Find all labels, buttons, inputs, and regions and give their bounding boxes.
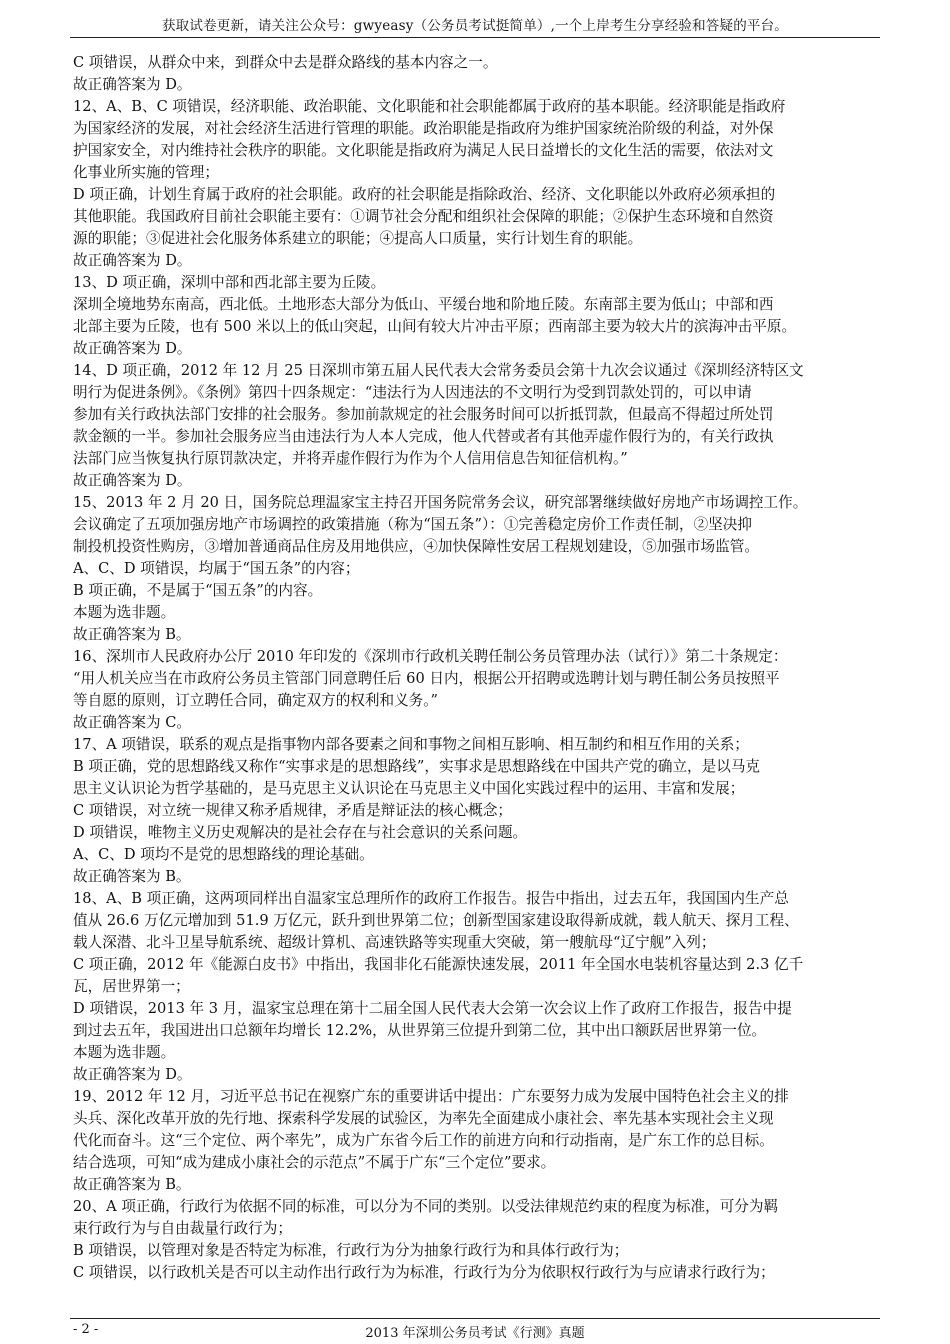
text-line: 其他职能。我国政府目前社会职能主要有：①调节社会分配和组织社会保障的职能；②保护生态环境和自然资 <box>73 208 774 225</box>
text-line: 17、A 项错误，联系的观点是指事物内部各要素之间和事物之间相互影响、相互制约和相互作用的关系； <box>73 736 749 753</box>
text-line: C 项错误，对立统一规律又称矛盾规律，矛盾是辩证法的核心概念； <box>73 802 513 819</box>
text-line: 束行政行为与自由裁量行政行为； <box>73 1220 292 1237</box>
document-title: 2013 年深圳公务员考试《行测》真题 <box>365 1326 585 1341</box>
text-line: 故正确答案为 D。 <box>73 340 192 357</box>
text-line: 16、深圳市人民政府办公厅 2010 年印发的《深圳市行政机关聘任制公务员管理办法（试行）》第二十条规定： <box>73 648 788 665</box>
text-line: A、C、D 项均不是党的思想路线的理论基础。 <box>73 846 374 863</box>
text-line: 15、2013 年 2 月 20 日，国务院总理温家宝主持召开国务院常务会议，研究部署继续做好房地产市场调控工作。 <box>73 494 808 511</box>
text-line: 14、D 项正确，2012 年 12 月 25 日深圳市第五届人民代表大会常务委员会第十九次会议通过《深圳经济特区文 <box>73 362 804 379</box>
text-line: 12、A、B、C 项错误，经济职能、政治职能、文化职能和社会职能都属于政府的基本职能。经济职能是指政府 <box>73 98 786 115</box>
text-line: C 项错误，以行政机关是否可以主动作出行政行为为标准，行政行为分为依职权行政行为与应请求行政行为； <box>73 1264 775 1281</box>
text-line: 等自愿的原则，订立聘任合同，确定双方的权利和义务。” <box>73 692 439 709</box>
text-line: 代化而奋斗。这“三个定位、两个率先”，成为广东省今后工作的前进方向和行动指南，是广东工作的总目标。 <box>73 1132 774 1149</box>
text-line: D 项正确，计划生育属于政府的社会职能。政府的社会职能是指除政治、经济、文化职能以外政府必须承担的 <box>73 186 776 203</box>
text-line: 本题为选非题。 <box>73 604 176 621</box>
text-line: 瓦，居世界第一； <box>73 978 190 995</box>
text-line: “用人机关应当在市政府公务员主管部门同意聘任后 60 日内，根据公开招聘或选聘计划与聘任制公务员按照平 <box>73 670 780 687</box>
text-line: 化事业所实施的管理； <box>73 164 219 181</box>
text-line: 故正确答案为 D。 <box>73 1066 192 1083</box>
text-line: 20、A 项正确，行政行为依据不同的标准，可以分为不同的类别。以受法律规范约束的程度为标准，可分为羁 <box>73 1198 779 1215</box>
text-line: 本题为选非题。 <box>73 1044 176 1061</box>
footer-divider <box>70 1318 880 1319</box>
page-header-notice: 获取试卷更新，请关注公众号：gwyeasy（公务员考试挺简单）,一个上岸考生分享经验和答疑的平台。 <box>161 18 788 34</box>
text-line: 款金额的一半。参加社会服务应当由违法行为人本人完成，他人代替或者有其他弄虚作假行为的，有关行政执 <box>73 428 774 445</box>
text-line: 故正确答案为 B。 <box>73 868 191 885</box>
text-line: 值从 26.6 万亿元增加到 51.9 万亿元，跃升到世界第二位；创新型国家建设取得新成就，载人航天、探月工程、 <box>73 912 799 929</box>
text-line: 故正确答案为 D。 <box>73 76 192 93</box>
text-line: 13、D 项正确，深圳中部和西北部主要为丘陵。 <box>73 274 386 291</box>
text-line: 法部门应当恢复执行原罚款决定，并将弄虚作假行为作为个人信用信息告知征信机构。” <box>73 450 628 467</box>
text-line: 故正确答案为 D。 <box>73 252 192 269</box>
text-line: 明行为促进条例》。《条例》第四十四条规定：“违法行为人因违法的不文明行为受到罚款处罚的，可以申请 <box>73 384 752 401</box>
text-line: 深圳全境地势东南高，西北低。土地形态大部分为低山、平缓台地和阶地丘陵。东南部主要为低山；中部和西 <box>73 296 774 313</box>
text-line: 源的职能；③促进社会化服务体系建立的职能；④提高人口质量，实行计划生育的职能。 <box>73 230 643 247</box>
text-line: 故正确答案为 C。 <box>73 714 191 731</box>
header-divider <box>70 37 880 38</box>
text-line: 制投机投资性购房，③增加普通商品住房及用地供应，④加快保障性安居工程规划建设，⑤加强市场监管。 <box>73 538 759 555</box>
text-line: D 项错误，2013 年 3 月，温家宝总理在第十二届全国人民代表大会第一次会议上作了政府工作报告，报告中提 <box>73 1000 792 1017</box>
text-line: 结合选项，可知“成为建成小康社会的示范点”不属于广东“三个定位”要求。 <box>73 1154 556 1171</box>
text-line: B 项错误，以管理对象是否特定为标准，行政行为分为抽象行政行为和具体行政行为； <box>73 1242 629 1259</box>
text-line: B 项正确，党的思想路线又称作“实事求是的思想路线”，实事求是思想路线在中国共产党的确立，是以马克 <box>73 758 761 775</box>
page-number: - 2 - <box>73 1322 99 1337</box>
text-line: 北部主要为丘陵，也有 500 米以上的低山突起，山间有较大片冲击平原；西南部主要为较大片的滨海冲击平原。 <box>73 318 797 335</box>
text-line: B 项正确，不是属于“国五条”的内容。 <box>73 582 323 599</box>
text-line: 载人深潜、北斗卫星导航系统、超级计算机、高速铁路等实现重大突破，第一艘航母“辽宁舰”入列； <box>73 934 716 951</box>
text-line: 到过去五年，我国进出口总额年均增长 12.2%，从世界第三位提升到第二位，其中出口额跃居世界第一位。 <box>73 1022 767 1039</box>
text-line: 思主义认识论为哲学基础的，是马克思主义认识论在马克思主义中国化实践过程中的运用、丰富和发展； <box>73 780 745 797</box>
text-line: D 项错误，唯物主义历史观解决的是社会存在与社会意识的关系问题。 <box>73 824 528 841</box>
text-line: 故正确答案为 D。 <box>73 472 192 489</box>
text-line: 为国家经济的发展，对社会经济生活进行管理的职能。政治职能是指政府为维护国家统治阶级的利益，对外保 <box>73 120 774 137</box>
text-line: 护国家安全，对内维持社会秩序的职能。文化职能是指政府为满足人民日益增长的文化生活的需要，依法对文 <box>73 142 774 159</box>
text-line: C 项正确，2012 年《能源白皮书》中指出，我国非化石能源快速发展，2011 年全国水电装机容量达到 2.3 亿千 <box>73 956 804 973</box>
text-line: 18、A、B 项正确，这两项同样出自温家宝总理所作的政府工作报告。报告中指出，过去五年，我国国内生产总 <box>73 890 789 907</box>
text-line: A、C、D 项错误，均属于“国五条”的内容； <box>73 560 360 577</box>
text-line: 故正确答案为 B。 <box>73 626 191 643</box>
text-line: 会议确定了五项加强房地产市场调控的政策措施（称为“国五条”）：①完善稳定房价工作责任制，②坚决抑 <box>73 516 752 533</box>
text-line: 头兵、深化改革开放的先行地、探索科学发展的试验区，为率先全面建成小康社会、率先基本实现社会主义现 <box>73 1110 774 1127</box>
text-line: C 项错误，从群众中来，到群众中去是群众路线的基本内容之一。 <box>73 54 498 71</box>
text-line: 故正确答案为 B。 <box>73 1176 191 1193</box>
text-line: 19、2012 年 12 月，习近平总书记在视察广东的重要讲话中提出：广东要努力成为发展中国特色社会主义的排 <box>73 1088 789 1105</box>
answer-explanations <box>73 52 883 1284</box>
text-line: 参加有关行政执法部门安排的社会服务。参加前款规定的社会服务时间可以折抵罚款，但最高不得超过所处罚 <box>73 406 774 423</box>
